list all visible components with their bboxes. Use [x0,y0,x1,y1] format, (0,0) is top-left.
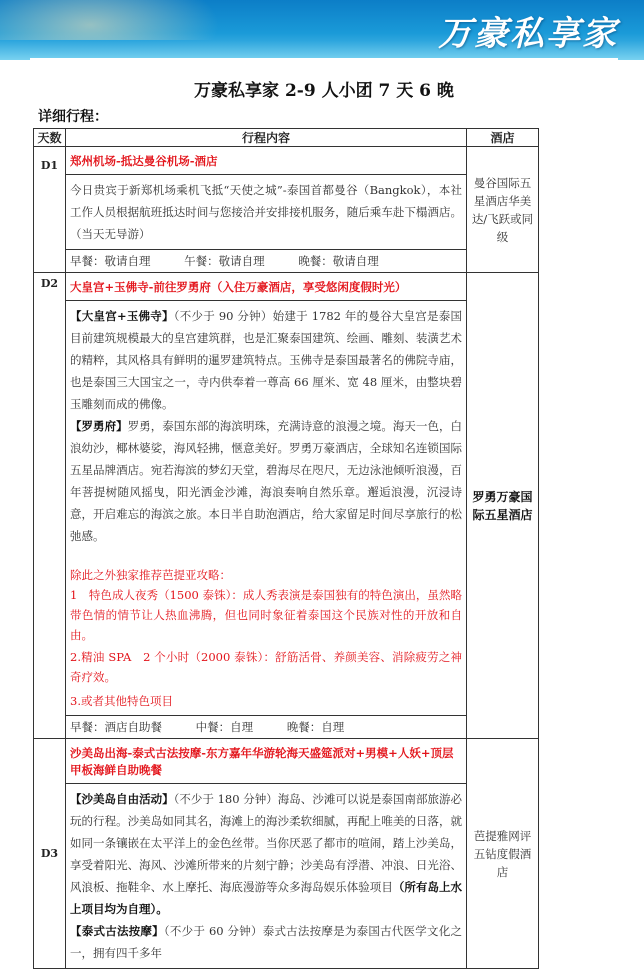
paragraph-body: （不少于 60 分钟）泰式古法按摩是为泰国古代医学文化之一，拥有四千多年 [70,924,462,960]
route-title: 郑州机场-抵达曼谷机场-酒店 [66,147,467,175]
day-description [66,784,467,969]
route-title: 沙美岛出海-泰式古法按摩-东方嘉年华游轮海天盛筵派对+男模+人妖+顶层甲板海鲜自助晚餐 [66,739,467,784]
meals-row [66,716,467,739]
day-description [66,301,467,716]
page-title: 万豪私享家 2-9 人小团 7 天 6 晚 [194,81,454,101]
brand-logo: 万豪私享家 [438,14,618,54]
paragraph-title: 【泰式古法按摩】 [70,924,164,938]
paragraph-title: 【罗勇府】 [70,419,128,433]
recommendation-item: 2.精油 SPA 2 个小时（2000 泰铢）：舒筋活骨、养颜美容、消除疲劳之神奇疗效。 [70,650,462,684]
meal-dinner: 晚餐：敬请自理 [298,254,379,268]
paragraph-body: （不少于 180 分钟）海岛、沙滩可以说是泰国南部旅游必玩的行程。沙美岛如同其名，海滩上的海沙柔软细腻，再配上唯美的日落，就如同一条镶嵌在太平洋上的金色丝带。当你厌恶了都市的喧闹，踏上沙美岛，享受着阳光、海风、沙滩所带来的片刻宁静；沙美岛有浮潜、冲浪、日光浴、风浪板、拖鞋伞、水上摩托、海底漫游等众多海岛娱乐体验项目 [70,792,463,894]
meal-lunch: 中餐：自理 [195,720,254,734]
paragraph [70,305,462,415]
meal-lunch: 午餐：敬请自理 [184,254,265,268]
meal-breakfast: 早餐：酒店自助餐 [70,720,162,734]
table-row [34,739,539,784]
header-content: 行程内容 [66,129,467,147]
paragraph-body: （不少于 90 分钟）始建于 1782 年的曼谷大皇宫是泰国目前建筑规模最大的皇宫建筑群，也是汇聚泰国建筑、绘画、雕刻、装潢艺术的精粹，其风格具有鲜明的暹罗建筑特点。玉佛寺是泰国最著名的佛院寺庙，也是泰国三大国宝之一，寺内供奉着一尊高 66 厘米、宽 48 厘米，由整块碧玉雕刻而成的佛像。 [70,309,462,411]
paragraph-note: （所有岛上水上项目均为自理）。 [70,880,463,916]
header-day: 天数 [34,129,66,147]
paragraph [70,788,462,920]
recommendation-item: 1 特色成人夜秀（1500 泰铢）：成人秀表演是泰国独有的特色演出，虽然略带色情的情节让人热血沸腾，但也同时象征着泰国这个民族对性的开放和自由。 [70,588,462,642]
table-row [34,147,539,175]
meal-dinner: 晚餐：自理 [286,720,345,734]
table-row [34,716,539,739]
paragraph-title: 【沙美岛自由活动】 [70,792,174,806]
table-row [34,250,539,273]
hotel-cell: 罗勇万豪国际五星酒店 [467,273,539,739]
paragraph [70,415,462,547]
table-row [34,301,539,716]
route-title: 大皇宫+玉佛寺-前往罗勇府（入住万豪酒店，享受悠闲度假时光） [66,273,467,301]
table-header-row [34,129,539,147]
document-page [30,58,618,960]
paragraph-body: 罗勇，泰国东部的海滨明珠，充满诗意的浪漫之境。海天一色，白浪幼沙，椰林婆娑，海风轻拂，惬意美好。罗勇万豪酒店，全球知名连锁国际五星品牌酒店。宛若海滨的梦幻天堂，碧海尽在咫尺，无边泳池倾听浪漫，百年菩提树随风摇曳，阳光洒金沙滩，海浪奏响自然乐章。邂逅浪漫，沉浸诗意，开启难忘的海滨之旅。本日半自助泡酒店，给大家留足时间尽享旅行的松弛感。 [70,419,463,543]
paragraph-title: 【大皇宫+玉佛寺】 [70,309,174,323]
section-heading: 详细行程： [38,109,108,125]
paragraph [70,920,462,964]
table-row [34,273,539,301]
hotel-cell: 芭提雅网评五钻度假酒店 [467,739,539,969]
day-label: D1 [34,147,66,273]
table-row [34,784,539,969]
header-banner [0,0,644,60]
itinerary-table [33,128,539,969]
recommendation-title: 除此之外独家推荐芭提亚攻略： [70,568,231,582]
day-label: D2 [34,273,66,739]
header-hotel: 酒店 [467,129,539,147]
meal-breakfast: 早餐：敬请自理 [70,254,151,268]
hotel-cell: 曼谷国际五星酒店华美达/飞跃或同级 [467,147,539,273]
table-row [34,175,539,250]
recommendation-item: 3.或者其他特色项目 [70,694,173,708]
meals-row [66,250,467,273]
day-description: 今日贵宾于新郑机场乘机飞抵“天使之城”-泰国首都曼谷（Bangkok），本社工作人员根据航班抵达时间与您接洽并安排接机服务，随后乘车赴下榻酒店。（当天无导游） [66,175,467,250]
day-label: D3 [34,739,66,969]
